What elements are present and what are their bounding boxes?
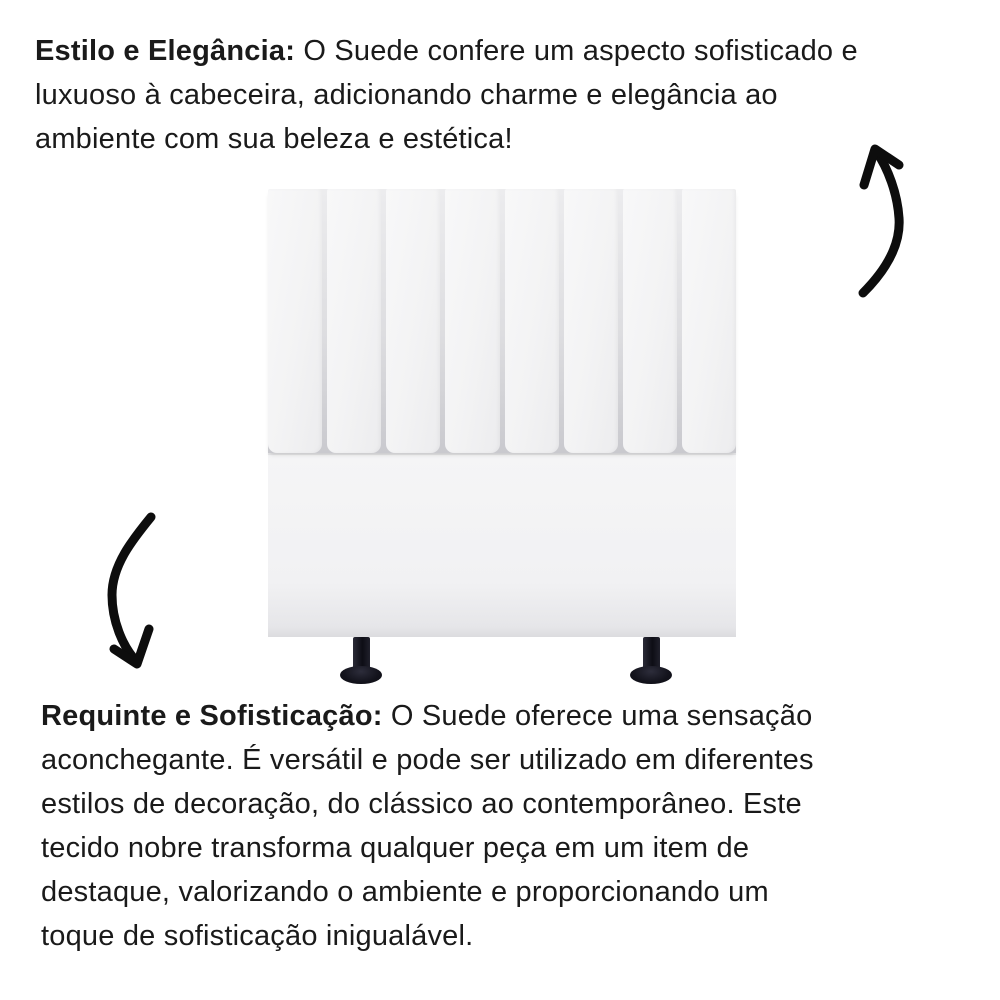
headboard-panel — [682, 189, 736, 453]
curved-arrow-down-icon — [95, 505, 165, 670]
top-paragraph-line1-text: O Suede confere um aspecto sofisticado e — [303, 35, 858, 67]
top-paragraph — [35, 29, 858, 161]
headboard-panel — [564, 189, 618, 453]
curved-arrow-up-icon — [835, 136, 915, 300]
headboard-photo — [268, 189, 736, 689]
headboard-panels — [268, 189, 736, 453]
bottom-paragraph-line1-text: O Suede oferece uma sensação — [390, 700, 813, 732]
headboard-foot-left — [340, 637, 382, 684]
headboard-panel — [505, 189, 559, 453]
foot-base — [630, 666, 672, 684]
bottom-paragraph-heading: Requinte e Sofisticação: — [41, 700, 383, 732]
bottom-paragraph-line3: estilos de decoração, do clássico ao contemporâneo. Este — [41, 788, 802, 820]
headboard-panel — [327, 189, 381, 453]
headboard-panel — [623, 189, 677, 453]
bottom-paragraph-line6: toque de sofisticação inigualável. — [41, 920, 474, 952]
headboard-panel — [386, 189, 440, 453]
bottom-paragraph — [41, 694, 814, 958]
foot-base — [340, 666, 382, 684]
headboard-foot-right — [630, 637, 672, 684]
headboard-panel — [445, 189, 499, 453]
headboard-panel — [268, 189, 322, 453]
top-paragraph-line1 — [35, 29, 858, 73]
top-paragraph-heading: Estilo e Elegância: — [35, 35, 296, 67]
bottom-paragraph-line1 — [41, 694, 814, 738]
bottom-paragraph-line5: destaque, valorizando o ambiente e proporcionando um — [41, 876, 769, 908]
bottom-paragraph-line2: aconchegante. É versátil e pode ser utilizado em diferentes — [41, 744, 814, 776]
headboard-base-panel — [268, 453, 736, 637]
top-paragraph-line2: luxuoso à cabeceira, adicionando charme e elegância ao — [35, 79, 778, 111]
bottom-paragraph-line4: tecido nobre transforma qualquer peça em um item de — [41, 832, 750, 864]
top-paragraph-line3: ambiente com sua beleza e estética! — [35, 123, 513, 155]
